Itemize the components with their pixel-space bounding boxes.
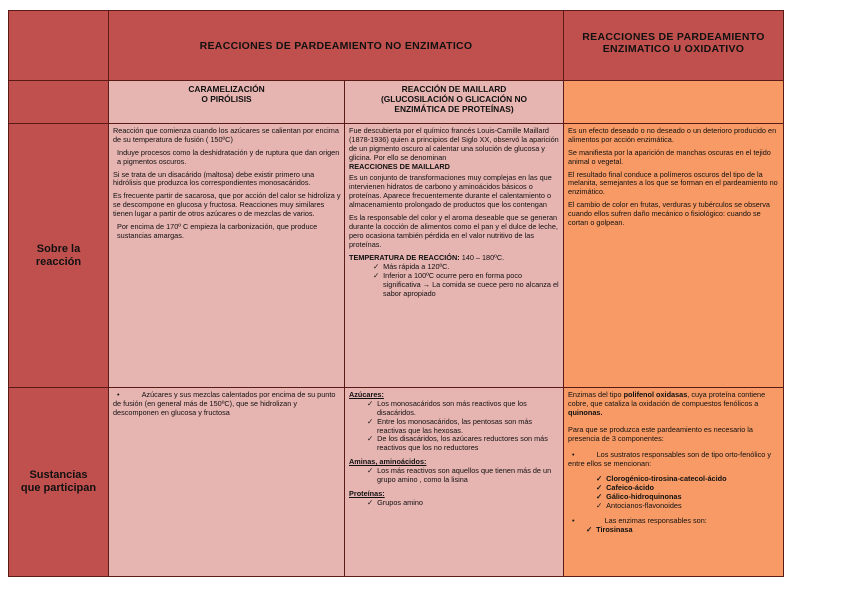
sobre-caramel-cell: [109, 124, 345, 388]
sustancias-enz-p3: [568, 451, 780, 469]
sobre-label-line2: reacción: [35, 255, 82, 268]
enzimatico-header: [564, 11, 784, 81]
sobre-caramel-p4: Es frecuente partir de sacarosa, que por acción del calor se hidroliza y se descompone en glucosa y fructosa. Reacciones muy similares tienen lugar a partir de otros azúcares o de mezclas de varios.: [113, 191, 341, 219]
enzimatico-subheader: [564, 81, 784, 124]
sustancias-label-line1: Sustancias: [29, 469, 88, 482]
enz-p1-bold-d: quinonas.: [568, 407, 603, 417]
enz-p1-bold-b: polifenol oxidasas: [623, 390, 688, 399]
sustancias-label-line2: que participan: [20, 482, 97, 494]
maillard-title: REACCIÓN DE MAILLARD: [401, 84, 507, 94]
sobre-label-line1: Sobre la: [36, 242, 81, 255]
bullet-icon: [568, 450, 597, 459]
sobre-enz-p2: Se manifiesta por la aparición de manchas oscuras en el tejido animal o vegetal.: [568, 147, 771, 166]
sobre-enz-p4: El cambio de color en frutas, verduras y tubérculos se observa cuando ellos sufren daño mecánico o fisiológico: cuando se cortan o golpean.: [568, 200, 770, 228]
sustancias-caramel-cell: [109, 388, 345, 577]
sobre-enz-p1: Es un efecto deseado o no deseado o un deterioro producido en alimentos por acción enzimática.: [568, 126, 777, 144]
proteinas-item: ✓ Grupos amino: [377, 499, 560, 508]
sustancias-caramel-text: Azúcares y sus mezclas calentados por encima de su punto de fusión (en general más de 150ºC), que se hidrolizan y descomponen en glucosa y fructosa: [113, 390, 336, 417]
comparison-table: [8, 10, 784, 577]
sustratos-list: [568, 475, 780, 511]
sobre-caramel-p2: Induye procesos como la deshidratación y de ruptura que dan origen a pigmentos oscuros.: [117, 147, 340, 166]
sustancias-label: [9, 388, 109, 577]
sustancias-caramel-p: [113, 391, 341, 418]
sobre-caramel-p1: Reacción que comienza cuando los azúcares se calientan por encima de su temperatura de fusión ( 150ºC): [113, 126, 339, 144]
sustrato-item: ✓ Cafeico-ácido: [606, 484, 780, 493]
maillard-temp-value: 140 – 180ºC.: [461, 252, 505, 262]
enzimatico-title: REACCIONES DE PARDEAMIENTO ENZIMATICO U OXIDATIVO: [582, 31, 765, 55]
subheader-row: [9, 81, 784, 124]
maillard-temp-list: [349, 263, 560, 299]
maillard-intro: Fue descubierta por el químico francés Louis-Camille Maillard (1878-1936) quien a principios del Siglo XX, observó la aparición de un pigmento oscuro al calentar una solución de glucosa y glicina. Por ello se denominan: [349, 126, 559, 162]
sobre-row: [9, 124, 784, 388]
maillard-subtitle-2: ENZIMÁTICA DE PROTEÍNAS): [394, 104, 514, 115]
enz-p4-text: Las enzimas responsables son:: [604, 515, 707, 525]
sustrato-item: ✓ Gálico-hidroquinonas: [606, 493, 780, 502]
caramelizacion-header: [109, 81, 345, 124]
sustancias-enz-p2: Para que se produzca este pardeamiento es necesario la presencia de 3 componentes:: [568, 424, 753, 443]
maillard-subtitle-1: (GLUCOSILACIÓN O GLICACIÓN NO: [380, 94, 528, 105]
sustrato-item: ✓ Antocianos-flavonoides: [606, 502, 780, 511]
aminas-list: [349, 467, 560, 485]
sobre-caramel-p5: Por encima de 170º C empieza la carbonización, que produce sustancias amargas.: [117, 222, 318, 240]
maillard-temp-item: ✓ Más rápida a 120ºC.: [383, 263, 560, 272]
sobre-enz-p3: El resultado final conduce a polímeros oscuros del tipo de la melanita, semejantes a los que se forman en el pardeamiento no enzimático.: [568, 169, 778, 197]
enzima-item: ✓ Tirosinasa: [596, 526, 780, 535]
corner-cell: [9, 11, 109, 81]
sobre-label: [9, 124, 109, 388]
enz-p1-text-a: Enzimas del tipo: [568, 390, 622, 399]
sobre-enz-cell: [564, 124, 784, 388]
sobre-maillard-p1: [349, 127, 560, 171]
caramelizacion-title: CARAMELIZACIÓN: [188, 84, 265, 94]
subheader-corner: [9, 81, 109, 124]
no-enzimatico-title: REACCIONES DE PARDEAMIENTO NO ENZIMATICO: [199, 39, 473, 52]
maillard-temp-label: TEMPERATURA DE REACCIÓN:: [349, 252, 460, 262]
azucares-list: [349, 400, 560, 453]
azucares-item: ✓ Los monosacáridos son más reactivos que los disacáridos.: [377, 400, 560, 418]
sustancias-enz-p1: [568, 391, 780, 418]
aminas-heading: Aminas, aminoácidos:: [349, 457, 427, 467]
sobre-maillard-p3: Es la responsable del color y el aroma deseable que se generan durante la cocción de alimentos como el pan y el dulce de leche, pero ocasiona también pérdida en el valor nutritivo de las proteínas.: [349, 213, 558, 249]
azucares-item: ✓ De los disacáridos, los azúcares reductores son más reactivos que los no reductores: [377, 435, 560, 453]
maillard-temp: [349, 254, 560, 263]
proteinas-list: [349, 499, 560, 508]
bullet-icon: [113, 390, 142, 399]
enz-p1-text-c: , cuya proteína contiene cobre, que cataliza la oxidación de compuestos fenólicos a: [568, 390, 766, 408]
sustancias-row: [9, 388, 784, 577]
maillard-header: [345, 81, 564, 124]
maillard-intro-bold: REACCIONES DE MAILLARD: [349, 161, 450, 171]
sobre-caramel-p3: Si se trata de un disacárido (maltosa) debe existir primero una hidrólisis que produzca los correspondientes monosacáridos.: [113, 169, 315, 188]
sustancias-enz-cell: [564, 388, 784, 577]
bullet-icon: [568, 516, 597, 525]
sustancias-maillard-cell: [345, 388, 564, 577]
azucares-heading: Azúcares:: [349, 390, 384, 399]
proteinas-heading: Proteínas:: [349, 488, 385, 498]
sustrato-item: ✓ Clorogénico-tirosina-catecol-ácido: [606, 475, 780, 484]
enz-p3-text: Los sustratos responsables son de tipo orto-fenólico y entre ellos se mencionan:: [568, 450, 771, 469]
caramelizacion-subtitle: O PIRÓLISIS: [201, 94, 252, 105]
sobre-maillard-p2: Es un conjunto de transformaciones muy complejas en las que intervienen hidratos de carbono y aminoácidos básicos o proteínas. Aparece frecuentemente durante el calentamiento o almacenamiento prolongado de productos que los contengan: [349, 173, 552, 210]
aminas-item: ✓ Los más reactivos son aquellos que tienen más de un grupo amino , como la lisina: [377, 467, 560, 485]
azucares-item: ✓ Entre los monosacáridos, las pentosas son más reactivas que las hexosas.: [377, 418, 560, 436]
sobre-maillard-cell: [345, 124, 564, 388]
enzimas-list: [568, 526, 780, 535]
maillard-temp-item: ✓ Inferior a 100ºC ocurre pero en forma poco significativa → La comida se cuece pero no alcanza el sabor apropiado: [383, 272, 560, 299]
no-enzimatico-header: [109, 11, 564, 81]
header-row: [9, 11, 784, 81]
